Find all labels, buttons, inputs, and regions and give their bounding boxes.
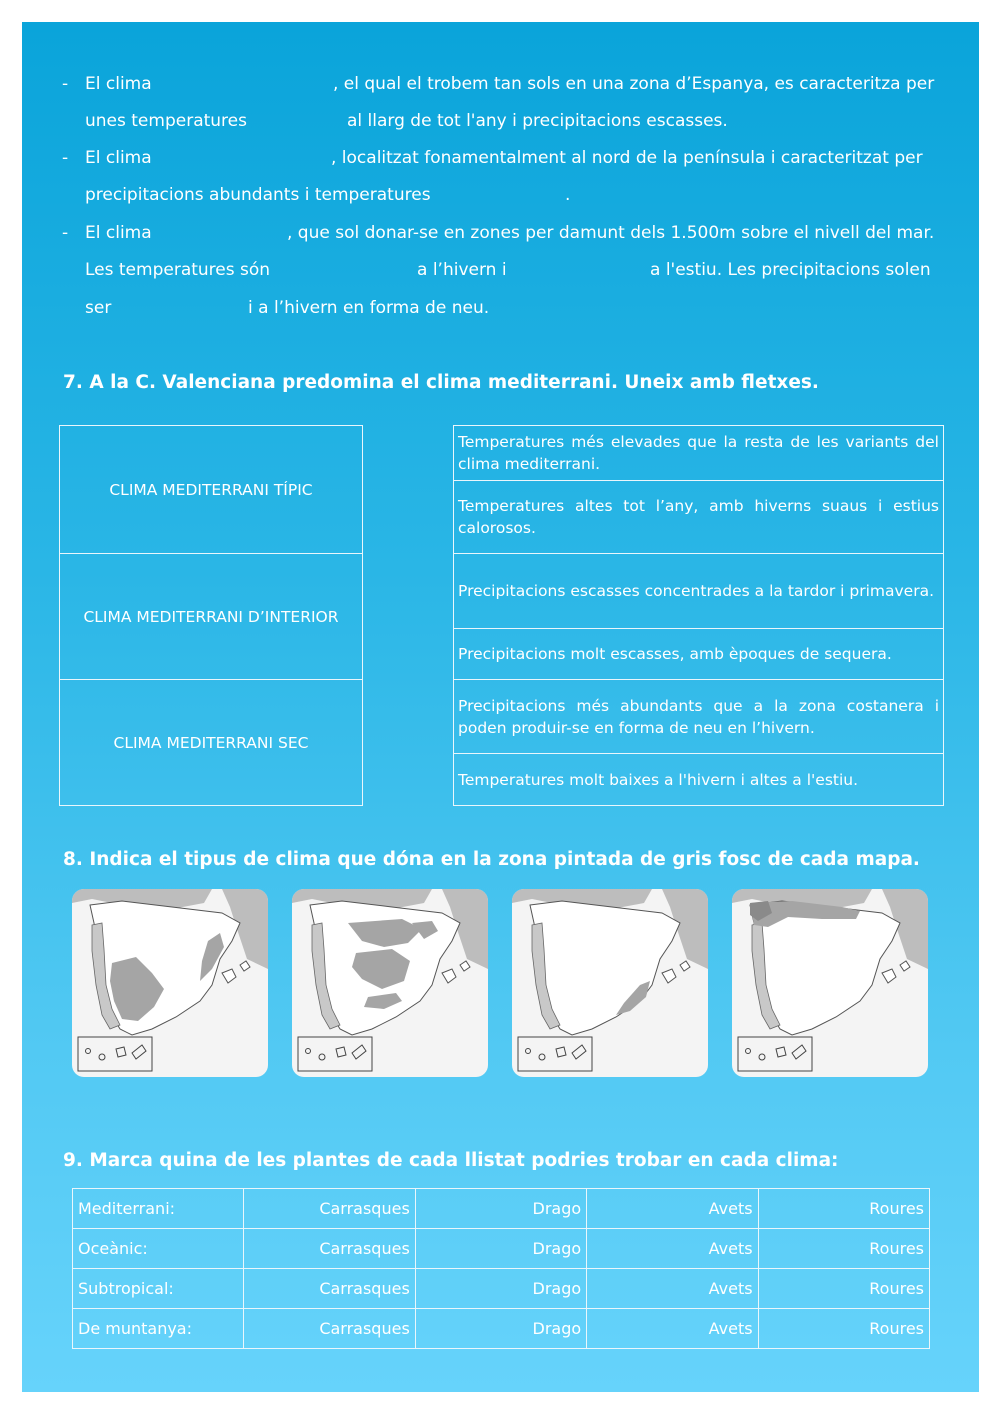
question-9-title: 9. Marca quina de les plantes de cada llistat podries trobar en cada clima: [63, 1150, 839, 1171]
plant-option[interactable]: Avets [587, 1269, 758, 1309]
plant-option[interactable]: Carrasques [244, 1189, 415, 1229]
climate-type-dry[interactable]: CLIMA MEDITERRANI SEC [113, 733, 309, 752]
plant-option[interactable]: Carrasques [244, 1269, 415, 1309]
p3-line3-start: ser [85, 298, 112, 318]
climate-name: Subtropical: [73, 1269, 244, 1309]
question-7-title: 7. A la C. Valenciana predomina el clima mediterrani. Uneix amb fletxes. [63, 372, 819, 393]
table-row [73, 1229, 930, 1269]
p1-line2-end: al llarg de tot l'any i precipitacions escasses. [347, 111, 728, 131]
p2-line1-start: El clima [85, 148, 152, 168]
plant-option[interactable]: Avets [587, 1229, 758, 1269]
p2-line1-end: , localitzat fonamentalment al nord de la península i caracteritzat per [331, 148, 923, 168]
plant-option[interactable]: Drago [415, 1309, 586, 1349]
climate-map-4[interactable] [732, 889, 928, 1077]
plant-option[interactable]: Avets [587, 1189, 758, 1229]
characteristic-item[interactable]: Temperatures molt baixes a l'hivern i altes a l'estiu. [458, 770, 859, 789]
characteristic-item[interactable]: Temperatures altes tot l’any, amb hiverns suaus i estius calorosos. [454, 481, 943, 554]
characteristic-item[interactable]: Precipitacions molt escasses, amb èpoques de sequera. [454, 629, 943, 680]
climate-map-2[interactable] [292, 889, 488, 1077]
p3-line1-start: El clima [85, 223, 152, 243]
climate-characteristics-column [453, 425, 944, 806]
table-row [73, 1189, 930, 1229]
plant-option[interactable]: Avets [587, 1309, 758, 1349]
bullet-dash: - [62, 223, 69, 243]
characteristic-item[interactable]: Temperatures més elevades que la resta de les variants del clima mediterrani. [454, 426, 943, 481]
plant-option[interactable]: Roures [758, 1229, 929, 1269]
p2-line2-start: precipitacions abundants i temperatures [85, 185, 431, 205]
characteristic-item[interactable]: Precipitacions escasses concentrades a la tardor i primavera. [454, 554, 943, 629]
plant-option[interactable]: Drago [415, 1229, 586, 1269]
plant-option[interactable]: Carrasques [244, 1309, 415, 1349]
climate-map-3[interactable] [512, 889, 708, 1077]
climate-map-1[interactable] [72, 889, 268, 1077]
bullet-dash: - [62, 74, 69, 94]
p1-line1-end: , el qual el trobem tan sols en una zona d’Espanya, es caracteritza per [333, 74, 935, 94]
climate-name: Mediterrani: [73, 1189, 244, 1229]
climate-name: De muntanya: [73, 1309, 244, 1349]
question-8-title: 8. Indica el tipus de clima que dóna en la zona pintada de gris fosc de cada mapa. [63, 849, 920, 870]
plant-option[interactable]: Carrasques [244, 1229, 415, 1269]
p1-line2-start: unes temperatures [85, 111, 247, 131]
plant-option[interactable]: Roures [758, 1269, 929, 1309]
p3-line2-mid: a l’hivern i [417, 260, 507, 280]
p3-line2-end: a l'estiu. Les precipitacions solen [650, 260, 931, 280]
plant-option[interactable]: Drago [415, 1269, 586, 1309]
p1-line1-start: El clima [85, 74, 152, 94]
climate-type-interior[interactable]: CLIMA MEDITERRANI D’INTERIOR [60, 554, 362, 680]
p3-line1-end: , que sol donar-se en zones per damunt dels 1.500m sobre el nivell del mar. [287, 223, 935, 243]
bullet-dash: - [62, 148, 69, 168]
plant-option[interactable]: Roures [758, 1309, 929, 1349]
climate-name: Oceànic: [73, 1229, 244, 1269]
p3-line3-end: i a l’hivern en forma de neu. [248, 298, 490, 318]
plants-table [72, 1188, 930, 1349]
characteristic-item[interactable]: Precipitacions més abundants que a la zona costanera i poden produir-se en forma de neu en l’hivern. [454, 680, 943, 754]
worksheet-page [22, 22, 979, 1392]
climate-types-column [59, 425, 363, 806]
climate-type-typical[interactable]: CLIMA MEDITERRANI TÍPIC [60, 426, 362, 554]
plant-option[interactable]: Drago [415, 1189, 586, 1229]
table-row [73, 1269, 930, 1309]
p2-line2-end: . [565, 185, 571, 205]
p3-line2-start: Les temperatures són [85, 260, 271, 280]
table-row [73, 1309, 930, 1349]
plant-option[interactable]: Roures [758, 1189, 929, 1229]
